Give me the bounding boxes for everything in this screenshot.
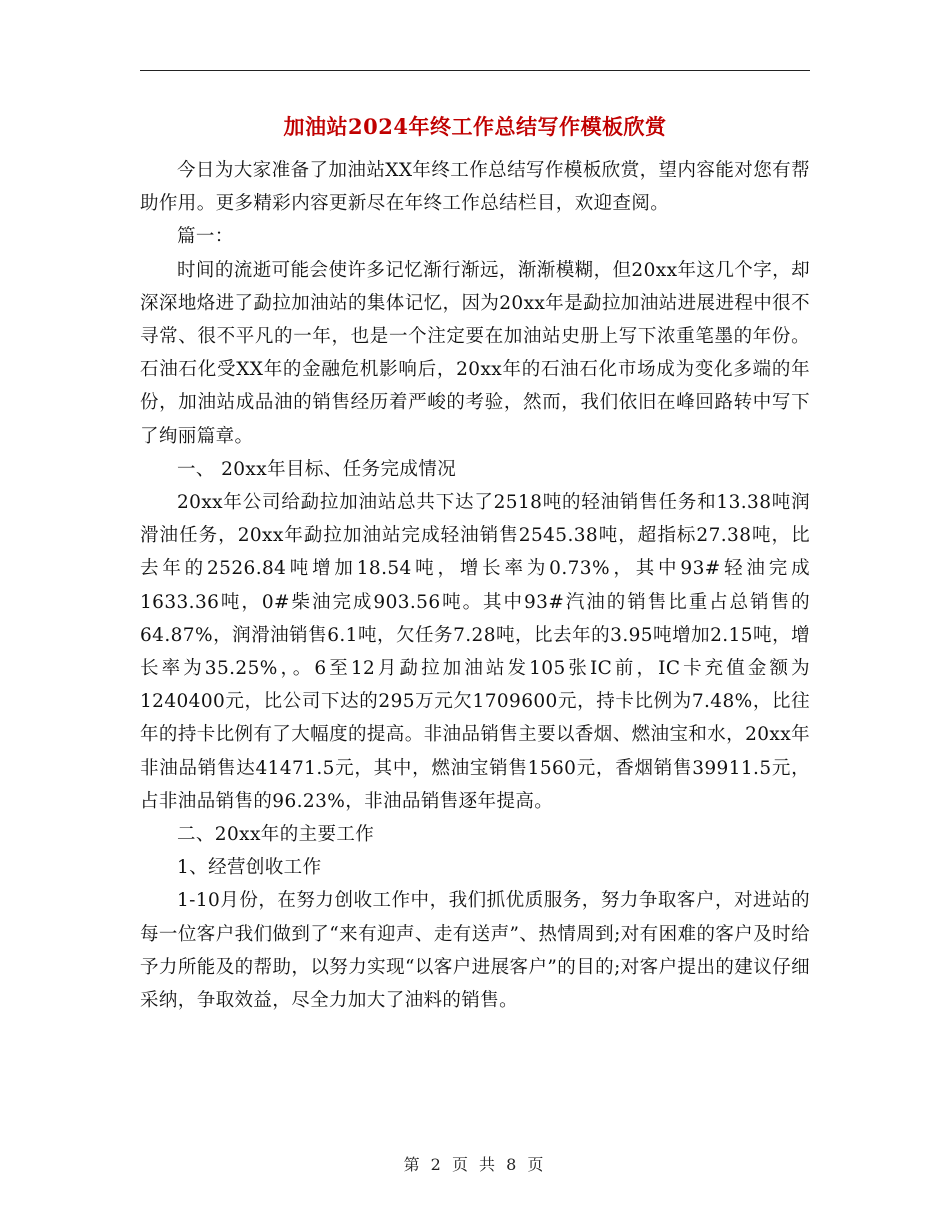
header-rule [140,70,810,71]
paragraph-intro: 今日为大家准备了加油站XX年终工作总结写作模板欣赏，望内容能对您有帮助作用。更多精彩内容更新尽在年终工作总结栏目，欢迎查阅。 [140,160,810,215]
paragraph-section-label: 篇一： [177,226,234,248]
document-title: 加油站2024年终工作总结写作模板欣赏 [283,114,667,139]
paragraph-revenue: 1-10月份，在努力创收工作中，我们抓优质服务，努力争取客户，对进站的每一位客户我们做到了“来有迎声、走有送声”、热情周到;对有困难的客户及时给予力所能及的帮助，以努力实现“以客户进展客户”的目的;对客户提出的建议仔细采纳，争取效益，尽全力加大了油料的销售。 [140,890,810,1012]
paragraph-goals: 20xx年公司给勐拉加油站总共下达了2518吨的轻油销售任务和13.38吨润滑油任务，20xx年勐拉加油站完成轻油销售2545.38吨，超指标27.38吨，比去年的2526.84吨增加18.54吨，增长率为0.73%，其中93#轻油完成1633.36吨，0#柴油完成903.56吨。其中93#汽油的销售比重占总销售的64.87%，润滑油销售6.1吨，欠任务7.28吨，比去年的3.95吨增加2.15吨，增长率为35.25%，。6至12月勐拉加油站发105张IC前，IC卡充值金额为1240400元，比公司下达的295万元欠1709600元，持卡比例为7.48%，比往年的持卡比例有了大幅度的提高。非油品销售主要以香烟、燃油宝和水，20xx年非油品销售达41471.5元，其中，燃油宝销售1560元，香烟销售39911.5元，占非油品销售的96.23%，非油品销售逐年提高。 [140,492,810,812]
heading-goals: 一、 20xx年目标、任务完成情况 [177,458,457,480]
page-footer [0,1152,950,1175]
document-page [140,100,810,1017]
heading-revenue: 1、经营创收工作 [177,857,322,879]
page-number: 第 2 页 共 8 页 [403,1155,547,1174]
heading-main-work: 二、20xx年的主要工作 [177,824,375,846]
paragraph-overview: 时间的流逝可能会使许多记忆渐行渐远，渐渐模糊，但20xx年这几个字，却深深地烙进了勐拉加油站的集体记忆，因为20xx年是勐拉加油站进展进程中很不寻常、很不平凡的一年，也是一个注定要在加油站史册上写下浓重笔墨的年份。石油石化受XX年的金融危机影响后，20xx年的石油石化市场成为变化多端的年份，加油站成品油的销售经历着严峻的考验，然而，我们依旧在峰回路转中写下了绚丽篇章。 [140,259,810,447]
